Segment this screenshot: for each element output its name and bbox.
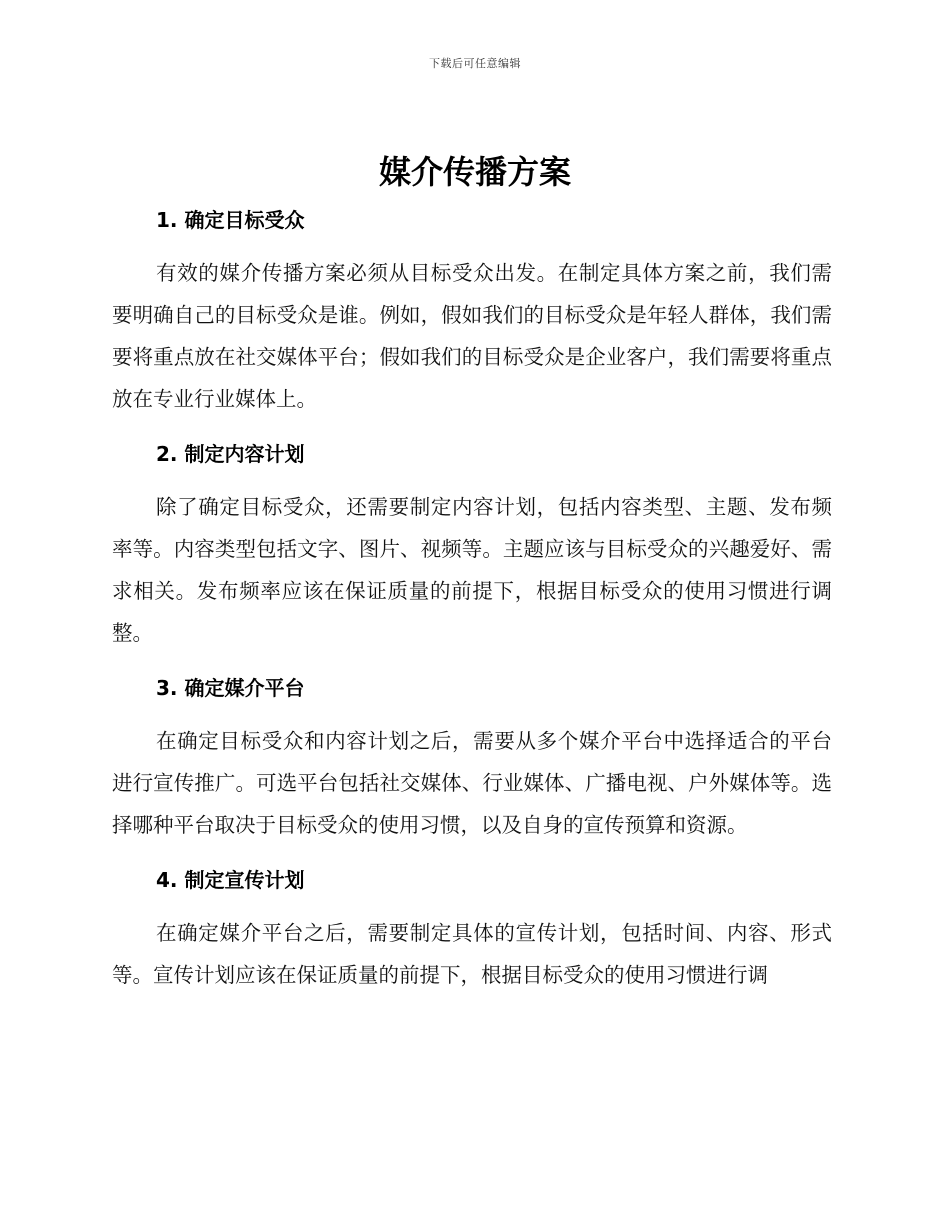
document-title: 媒介传播方案 <box>378 153 571 191</box>
document-body <box>112 200 832 1010</box>
section-paragraph: 在确定目标受众和内容计划之后，需要从多个媒介平台中选择适合的平台进行宣传推广。可选平台包括社交媒体、行业媒体、广播电视、户外媒体等。选择哪种平台取决于目标受众的使用习惯，以及自身的宣传预算和资源。 <box>112 729 832 837</box>
section-promotion-plan <box>112 860 832 996</box>
section-heading: 1. 确定目标受众 <box>156 208 305 232</box>
page-header-note: 下载后可任意编辑 <box>429 57 521 70</box>
section-heading: 4. 制定宣传计划 <box>156 868 305 892</box>
section-target-audience <box>112 200 832 420</box>
section-heading: 2. 制定内容计划 <box>156 442 305 466</box>
section-content-plan <box>112 434 832 654</box>
section-media-platform <box>112 668 832 846</box>
section-heading: 3. 确定媒介平台 <box>156 676 305 700</box>
section-paragraph: 有效的媒介传播方案必须从目标受众出发。在制定具体方案之前，我们需要明确自己的目标受众是谁。例如，假如我们的目标受众是年轻人群体，我们需要将重点放在社交媒体平台；假如我们的目标受众是企业客户，我们需要将重点放在专业行业媒体上。 <box>112 261 832 411</box>
section-paragraph: 除了确定目标受众，还需要制定内容计划，包括内容类型、主题、发布频率等。内容类型包括文字、图片、视频等。主题应该与目标受众的兴趣爱好、需求相关。发布频率应该在保证质量的前提下，根据目标受众的使用习惯进行调整。 <box>112 495 832 645</box>
section-paragraph: 在确定媒介平台之后，需要制定具体的宣传计划，包括时间、内容、形式等。宣传计划应该在保证质量的前提下，根据目标受众的使用习惯进行调 <box>112 921 832 987</box>
